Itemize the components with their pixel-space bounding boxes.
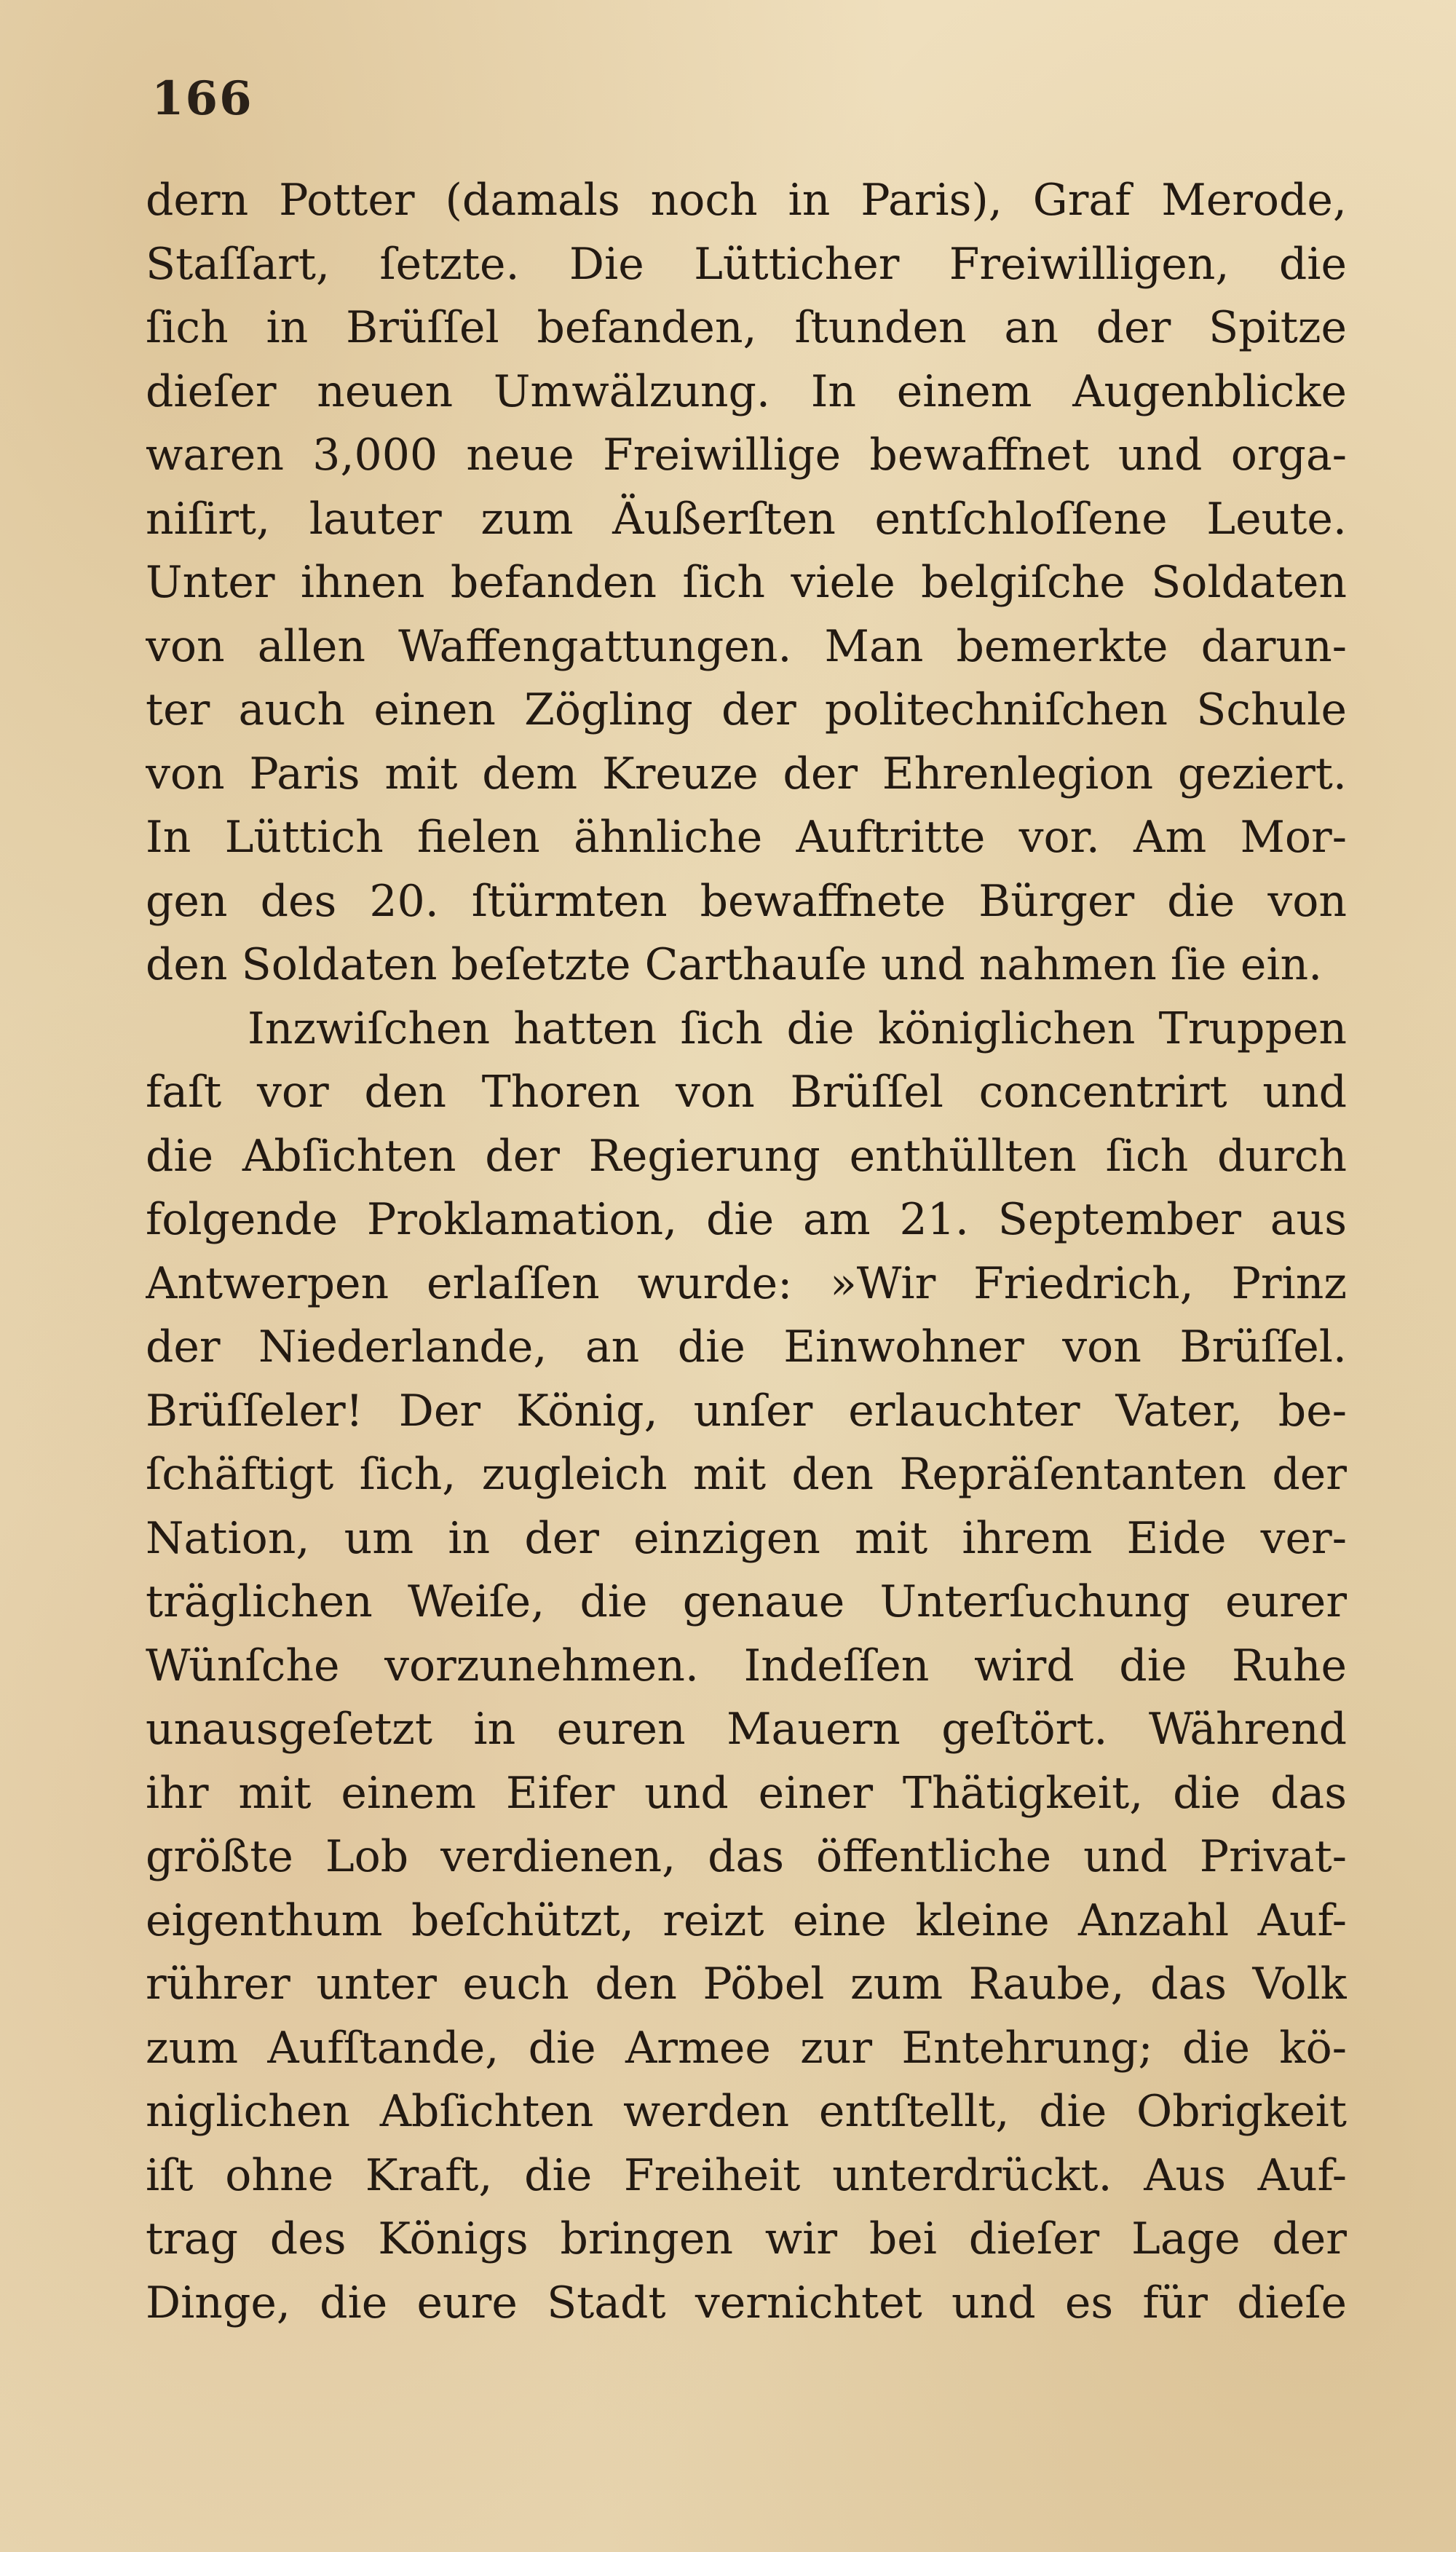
- text-line: Unter ihnen befanden ſich viele belgiſche Soldaten: [146, 557, 1347, 608]
- text-line: träglichen Weiſe, die genaue Unterſuchung eurer: [146, 1576, 1347, 1627]
- text-line: von allen Waffengattungen. Man bemerkte darun-: [146, 620, 1347, 672]
- text-line: ihr mit einem Eifer und einer Thätigkeit, die das: [146, 1767, 1347, 1819]
- text-line: Staſſart, ſetzte. Die Lütticher Freiwilligen, die: [146, 238, 1347, 290]
- text-line: ſchäftigt ſich, zugleich mit den Repräſentanten der: [146, 1449, 1347, 1500]
- text-line: In Lüttich fielen ähnliche Auftritte vor. Am Mor-: [146, 812, 1347, 863]
- text-line: waren 3,000 neue Freiwillige bewaffnet und orga-: [146, 430, 1347, 481]
- text-line: folgende Proklamation, die am 21. September aus: [146, 1194, 1347, 1245]
- text-line: dieſer neuen Umwälzung. In einem Augenblicke: [146, 366, 1347, 417]
- text-line: Brüſſeler! Der König, unſer erlauchter Vater, be-: [146, 1385, 1347, 1437]
- text-line: ter auch einen Zögling der politechniſchen Schule: [146, 684, 1347, 735]
- text-line: die Abſichten der Regierung enthüllten ſich durch: [146, 1130, 1347, 1182]
- text-line: faſt vor den Thoren von Brüſſel concentrirt und: [146, 1067, 1347, 1118]
- text-line: Wünſche vorzunehmen. Indeſſen wird die Ruhe: [146, 1640, 1347, 1691]
- text-line: unausgeſetzt in euren Mauern geſtört. Während: [146, 1704, 1347, 1755]
- text-line: Inzwiſchen hatten ſich die königlichen Truppen: [248, 1003, 1347, 1054]
- text-line: eigenthum beſchützt, reizt eine kleine Anzahl Auf-: [146, 1895, 1347, 1946]
- text-line: niſirt, lauter zum Äußerſten entſchloſſene Leute.: [146, 493, 1347, 545]
- text-line: rührer unter euch den Pöbel zum Raube, das Volk: [146, 1959, 1347, 2010]
- text-line: iſt ohne Kraft, die Freiheit unterdrückt. Aus Auf-: [146, 2149, 1347, 2201]
- text-line: trag des Königs bringen wir bei dieſer Lage der: [146, 2213, 1347, 2264]
- text-line: zum Aufſtande, die Armee zur Entehrung; die kö-: [146, 2022, 1347, 2074]
- text-line: Dinge, die eure Stadt vernichtet und es für dieſe: [146, 2277, 1347, 2328]
- text-line: von Paris mit dem Kreuze der Ehrenlegion geziert.: [146, 748, 1347, 799]
- text-line: Antwerpen erlaſſen wurde: »Wir Friedrich, Prinz: [146, 1257, 1347, 1309]
- text-line: niglichen Abſichten werden entſtellt, die Obrigkeit: [146, 2086, 1347, 2137]
- text-line: gen des 20. ſtürmten bewaffnete Bürger die von: [146, 875, 1347, 927]
- text-line: größte Lob verdienen, das öffentliche und Privat-: [146, 1831, 1347, 1882]
- text-line: ſich in Brüſſel befanden, ſtunden an der Spitze: [146, 302, 1347, 353]
- body-text: [146, 169, 1347, 2335]
- page-number: 166: [151, 71, 253, 126]
- text-line: den Soldaten beſetzte Carthauſe und nahmen ſie ein.: [146, 939, 1323, 990]
- text-line: Nation, um in der einzigen mit ihrem Eide ver-: [146, 1512, 1347, 1564]
- text-line: dern Potter (damals noch in Paris), Graf Merode,: [146, 175, 1347, 226]
- text-line: der Niederlande, an die Einwohner von Brüſſel.: [146, 1322, 1347, 1372]
